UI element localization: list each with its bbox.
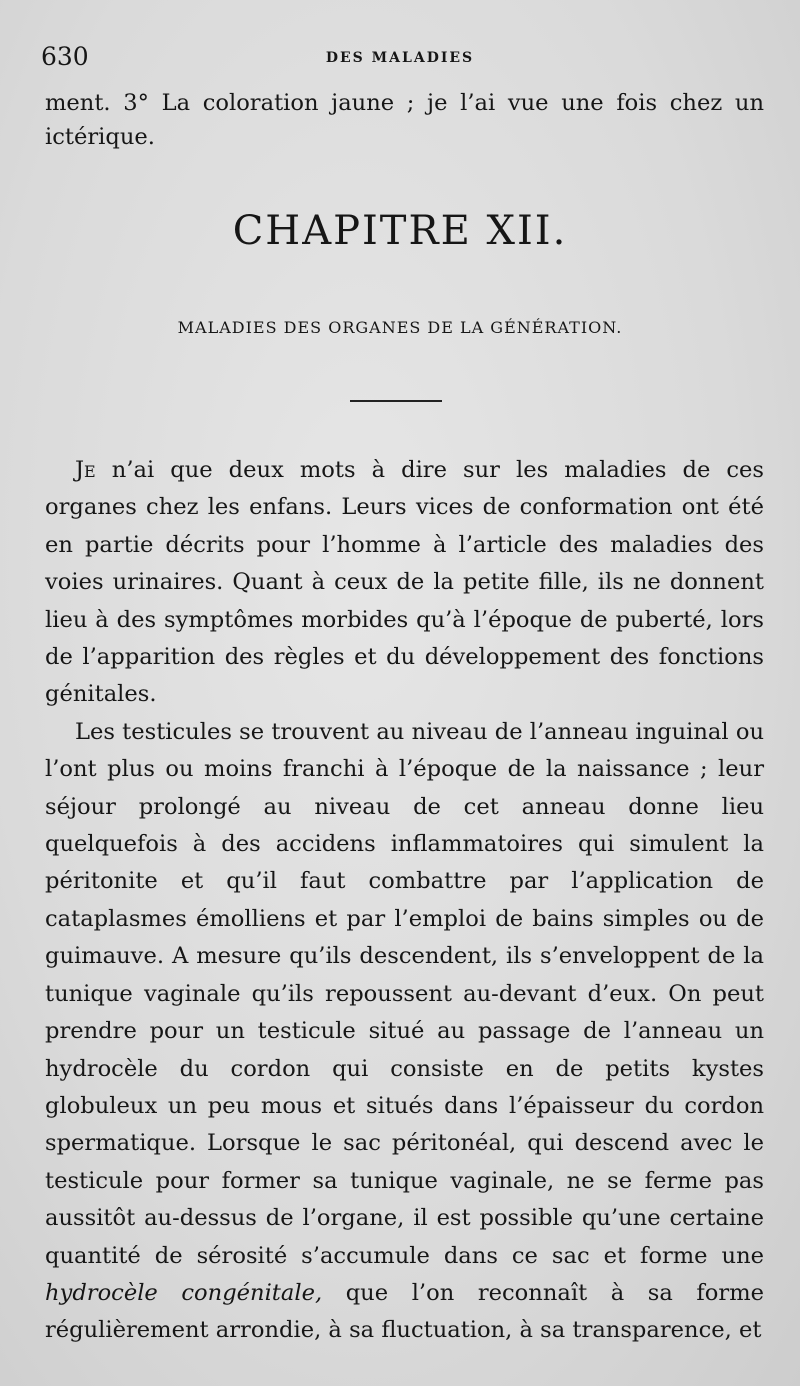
opening-word: Je [75,457,96,483]
italic-term: hydrocèle congénitale, [45,1279,323,1306]
page-number: 630 [41,42,89,71]
continued-text-block [45,86,764,154]
paragraph-1-text: n’ai que deux mots à dire sur les maladies de ces organes chez les enfans. Leurs vices de conformation ont été en partie décrits pour l’homme à l’article des maladies des voies urinaires. Quant à ceux de la petite fille, ils ne donnent lieu à des symptômes morbides qu’à l’époque de puberté, lors de l’apparition des règles et du développement des fonctions génitales. [45,457,764,708]
page-header [41,42,759,72]
running-head: DES MALADIES [325,50,475,66]
section-divider [350,400,442,402]
paragraph-1 [45,452,764,714]
chapter-title: CHAPITRE XII. [232,208,568,254]
paragraph-2-text-before: Les testicules se trouvent au niveau de l’anneau inguinal ou l’ont plus ou moins franchi à l’époque de la naissance ; leur séjour prolongé au niveau de cet anneau donne lieu quelquefois à des accidens inflammatoires qui simulent la péritonite et qu’il faut combattre par l’application de cataplasmes émolliens et par l’emploi de bains simples ou de guimauve. A mesure qu’ils descendent, ils s’enveloppent de la tunique vaginale qu’ils repoussent au-devant d’eux. On peut prendre pour un testicule situé au passage de l’anneau un hydrocèle du cordon qui consiste en de petits kystes globuleux un peu mous et situés dans l’épaisseur du cordon spermatique. Lorsque le sac péritonéal, qui descend avec le testicule pour former sa tunique vaginale, ne se ferme pas aussitôt au-dessus de l’organe, il est possible qu’une certaine quantité de sérosité s’accumule dans ce sac et forme une [45,718,764,1269]
chapter-body [45,452,764,1350]
continued-paragraph: ment. 3° La coloration jaune ; je l’ai vue une fois chez un ictérique. [45,90,764,150]
chapter-subtitle: MALADIES DES ORGANES DE LA GÉNÉRATION. [177,318,623,337]
paragraph-2-text-after: que l’on reconnaît à sa forme régulièrement arrondie, à sa fluctuation, à sa transparence, et [45,1279,764,1344]
paragraph-2 [45,714,764,1350]
